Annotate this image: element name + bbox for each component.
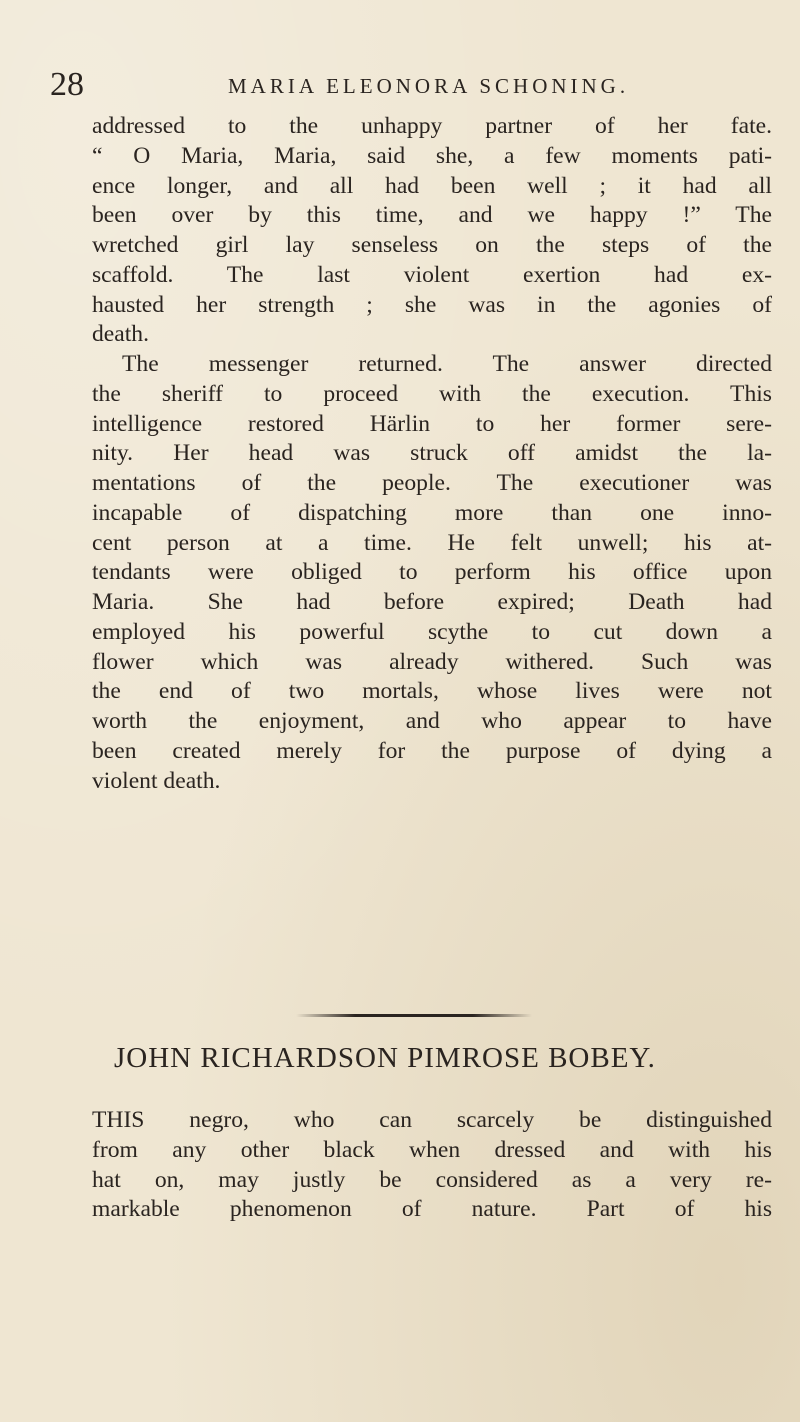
text-line: the end of two mortals, whose lives were not xyxy=(92,678,772,705)
text-line: hat on, may justly be considered as a very re- xyxy=(92,1166,772,1193)
running-head: MARIA ELEONORA SCHONING. xyxy=(228,74,630,98)
text-line: tendants were obliged to perform his office upon xyxy=(92,559,772,586)
section-divider xyxy=(296,1014,532,1017)
text-line: cent person at a time. He felt unwell; his at- xyxy=(92,529,772,556)
text-line: markable phenomenon of nature. Part of his xyxy=(92,1196,772,1223)
text-line: worth the enjoyment, and who appear to have xyxy=(92,708,772,734)
text-line: scaffold. The last violent exertion had ex- xyxy=(92,261,772,288)
text-line: violent death. xyxy=(92,767,221,794)
text-line: flower which was already withered. Such was xyxy=(92,648,772,675)
text-line: THIS negro, who can scarcely be distinguished xyxy=(92,1107,772,1133)
text-line: the sheriff to proceed with the execution. This xyxy=(92,380,772,407)
text-line: The messenger returned. The answer directed xyxy=(122,351,772,377)
body-text xyxy=(92,112,772,796)
text-line: been created merely for the purpose of dying a xyxy=(92,737,772,764)
text-line: incapable of dispatching more than one inno- xyxy=(92,499,772,526)
text-line: death. xyxy=(92,321,149,348)
text-line: employed his powerful scythe to cut down a xyxy=(92,618,772,645)
text-line: from any other black when dressed and with his xyxy=(92,1136,772,1163)
text-line: been over by this time, and we happy !” The xyxy=(92,202,772,229)
text-line: intelligence restored Härlin to her former sere- xyxy=(92,410,772,437)
paragraph xyxy=(92,350,772,796)
text-line: addressed to the unhappy partner of her fate. xyxy=(92,113,772,139)
text-line: nity. Her head was struck off amidst the la- xyxy=(92,440,772,467)
paragraph xyxy=(92,112,772,350)
page-header xyxy=(50,58,770,108)
text-line: wretched girl lay senseless on the steps of the xyxy=(92,232,772,258)
text-line: ence longer, and all had been well ; it had all xyxy=(92,172,772,199)
text-line: hausted her strength ; she was in the agonies of xyxy=(92,291,772,318)
section-body xyxy=(92,1106,772,1225)
text-line: Maria. She had before expired; Death had xyxy=(92,589,772,615)
text-line: “ O Maria, Maria, said she, a few moments pati- xyxy=(92,142,772,169)
page-number: 28 xyxy=(50,66,84,103)
section-heading: JOHN RICHARDSON PIMROSE BOBEY. xyxy=(114,1042,656,1074)
text-line: mentations of the people. The executioner was xyxy=(92,470,772,496)
